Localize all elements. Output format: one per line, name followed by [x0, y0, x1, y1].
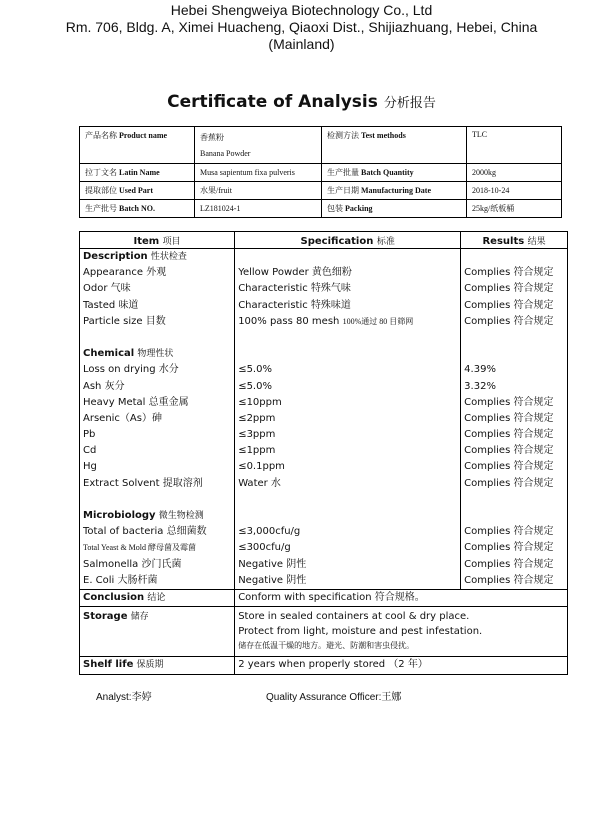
result-particle-size: Complies 符合规定 [464, 315, 554, 327]
spec-odor: Characteristic 特殊气味 [238, 283, 351, 295]
item-header: Item 项目 [80, 232, 235, 249]
result-appearance: Complies 符合规定 [464, 267, 554, 279]
item-pb: Pb [83, 429, 96, 441]
item-odor: Odor 气味 [83, 283, 131, 295]
shelf-life-label: Shelf life 保质期 [80, 657, 235, 674]
company-name: Hebei Shengweiya Biotechnology Co., Ltd [170, 2, 433, 18]
spec-particle-size: 100% pass 80 mesh 100%通过 80 目筛网 [238, 315, 414, 327]
product-name-label: 产品名称 Product name [80, 127, 195, 164]
used-part-label: 提取部位 Used Part [80, 182, 195, 200]
spec-pb: ≤3ppm [238, 429, 276, 441]
spec-header-row [80, 232, 568, 249]
title-cn: 分析报告 [383, 96, 436, 111]
info-row [80, 164, 562, 182]
item-tasted: Tasted 味道 [83, 299, 139, 311]
latin-name-value: Musa sapientum fixa pulveris [195, 164, 322, 182]
manufacturing-date-value: 2018-10-24 [467, 182, 562, 200]
spec-extract-solvent: Water 水 [238, 477, 281, 489]
result-heavy-metal: Complies 符合规定 [464, 396, 554, 408]
specification-column [235, 249, 461, 590]
description-section-title: Description 性状检查 [83, 251, 187, 262]
item-hg: Hg [83, 461, 97, 473]
spec-heavy-metal: ≤10ppm [238, 396, 282, 408]
analyst-signature: Analyst:李婷 [96, 692, 152, 703]
product-name-value: 香蕉粉 Banana Powder [195, 127, 322, 164]
spec-loss-on-drying: ≤5.0% [238, 364, 272, 376]
spec-tasted: Characteristic 特殊味道 [238, 299, 351, 311]
spec-yeast-mold: ≤300cfu/g [238, 542, 291, 554]
result-cd: Complies 符合规定 [464, 445, 554, 457]
info-row [80, 200, 562, 218]
result-hg: Complies 符合规定 [464, 461, 554, 473]
item-ash: Ash 灰分 [83, 380, 125, 392]
batch-quantity-value: 2000kg [467, 164, 562, 182]
result-yeast-mold: Complies 符合规定 [464, 542, 554, 554]
result-loss-on-drying: 4.39% [464, 364, 496, 376]
test-methods-value: TLC [467, 127, 562, 164]
item-arsenic: Arsenic（As）砷 [83, 412, 162, 424]
batch-no-value: LZ181024-1 [195, 200, 322, 218]
document-title [0, 92, 603, 112]
result-total-bacteria: Complies 符合规定 [464, 526, 554, 538]
product-info-table [79, 126, 562, 218]
spec-cd: ≤1ppm [238, 445, 276, 457]
spec-arsenic: ≤2ppm [238, 412, 276, 424]
spec-hg: ≤0.1ppm [238, 461, 285, 473]
item-extract-solvent: Extract Solvent 提取溶剂 [83, 477, 203, 489]
shelf-life-value: 2 years when properly stored （2 年） [235, 657, 568, 674]
specification-header: Specification 标准 [235, 232, 461, 249]
result-arsenic: Complies 符合规定 [464, 412, 554, 424]
result-odor: Complies 符合规定 [464, 283, 554, 295]
results-header: Results 结果 [461, 232, 568, 249]
storage-row [80, 607, 568, 657]
shelf-life-row [80, 657, 568, 674]
item-heavy-metal: Heavy Metal 总重金属 [83, 396, 189, 408]
info-row [80, 182, 562, 200]
microbiology-section-title: Microbiology 微生物检测 [83, 510, 204, 521]
item-e-coli: E. Coli 大肠杆菌 [83, 574, 158, 586]
batch-quantity-label: 生产批量 Batch Quantity [322, 164, 467, 182]
item-salmonella: Salmonella 沙门氏菌 [83, 558, 182, 570]
spec-body-row [80, 249, 568, 590]
conclusion-row [80, 589, 568, 606]
result-extract-solvent: Complies 符合规定 [464, 477, 554, 489]
item-loss-on-drying: Loss on drying 水分 [83, 364, 179, 376]
item-total-bacteria: Total of bacteria 总细菌数 [83, 526, 207, 538]
spec-salmonella: Negative 阴性 [238, 558, 307, 570]
storage-label: Storage 储存 [80, 607, 235, 657]
company-header [0, 2, 603, 53]
conclusion-value: Conform with specification 符合规格。 [235, 589, 568, 606]
result-salmonella: Complies 符合规定 [464, 558, 554, 570]
result-tasted: Complies 符合规定 [464, 299, 554, 311]
title-en: Certificate of Analysis [167, 92, 378, 112]
batch-no-label: 生产批号 Batch NO. [80, 200, 195, 218]
qa-officer-signature: Quality Assurance Officer:王娜 [266, 692, 402, 703]
specification-table [79, 231, 568, 675]
info-row [80, 127, 562, 164]
item-appearance: Appearance 外观 [83, 267, 167, 279]
result-pb: Complies 符合规定 [464, 429, 554, 441]
result-e-coli: Complies 符合规定 [464, 574, 554, 586]
spec-total-bacteria: ≤3,000cfu/g [238, 526, 301, 538]
latin-name-label: 拉丁文名 Latin Name [80, 164, 195, 182]
results-column [461, 249, 568, 590]
company-address-line2: (Mainland) [268, 36, 335, 52]
item-cd: Cd [83, 445, 97, 457]
items-column [80, 249, 235, 590]
manufacturing-date-label: 生产日期 Manufacturing Date [322, 182, 467, 200]
spec-ash: ≤5.0% [238, 380, 272, 392]
packing-value: 25kg/纸板桶 [467, 200, 562, 218]
item-yeast-mold: Total Yeast & Mold 酵母菌及霉菌 [83, 543, 196, 553]
used-part-value: 水果/fruit [195, 182, 322, 200]
company-address-line1: Rm. 706, Bldg. A, Ximei Huacheng, Qiaoxi Dist., Shijiazhuang, Hebei, China [65, 19, 538, 35]
spec-appearance: Yellow Powder 黄色细粉 [238, 267, 352, 279]
spec-e-coli: Negative 阴性 [238, 574, 307, 586]
storage-value: Store in sealed containers at cool & dry place. Protect from light, moisture and pest infestation. 储存在低温干燥的地方。避光、防潮和害虫侵扰。 [235, 607, 568, 657]
result-ash: 3.32% [464, 380, 496, 392]
item-particle-size: Particle size 目数 [83, 315, 166, 327]
test-methods-label: 检测方法 Test methods [322, 127, 467, 164]
conclusion-label: Conclusion 结论 [80, 589, 235, 606]
packing-label: 包装 Packing [322, 200, 467, 218]
chemical-section-title: Chemical 物理性状 [83, 348, 174, 360]
